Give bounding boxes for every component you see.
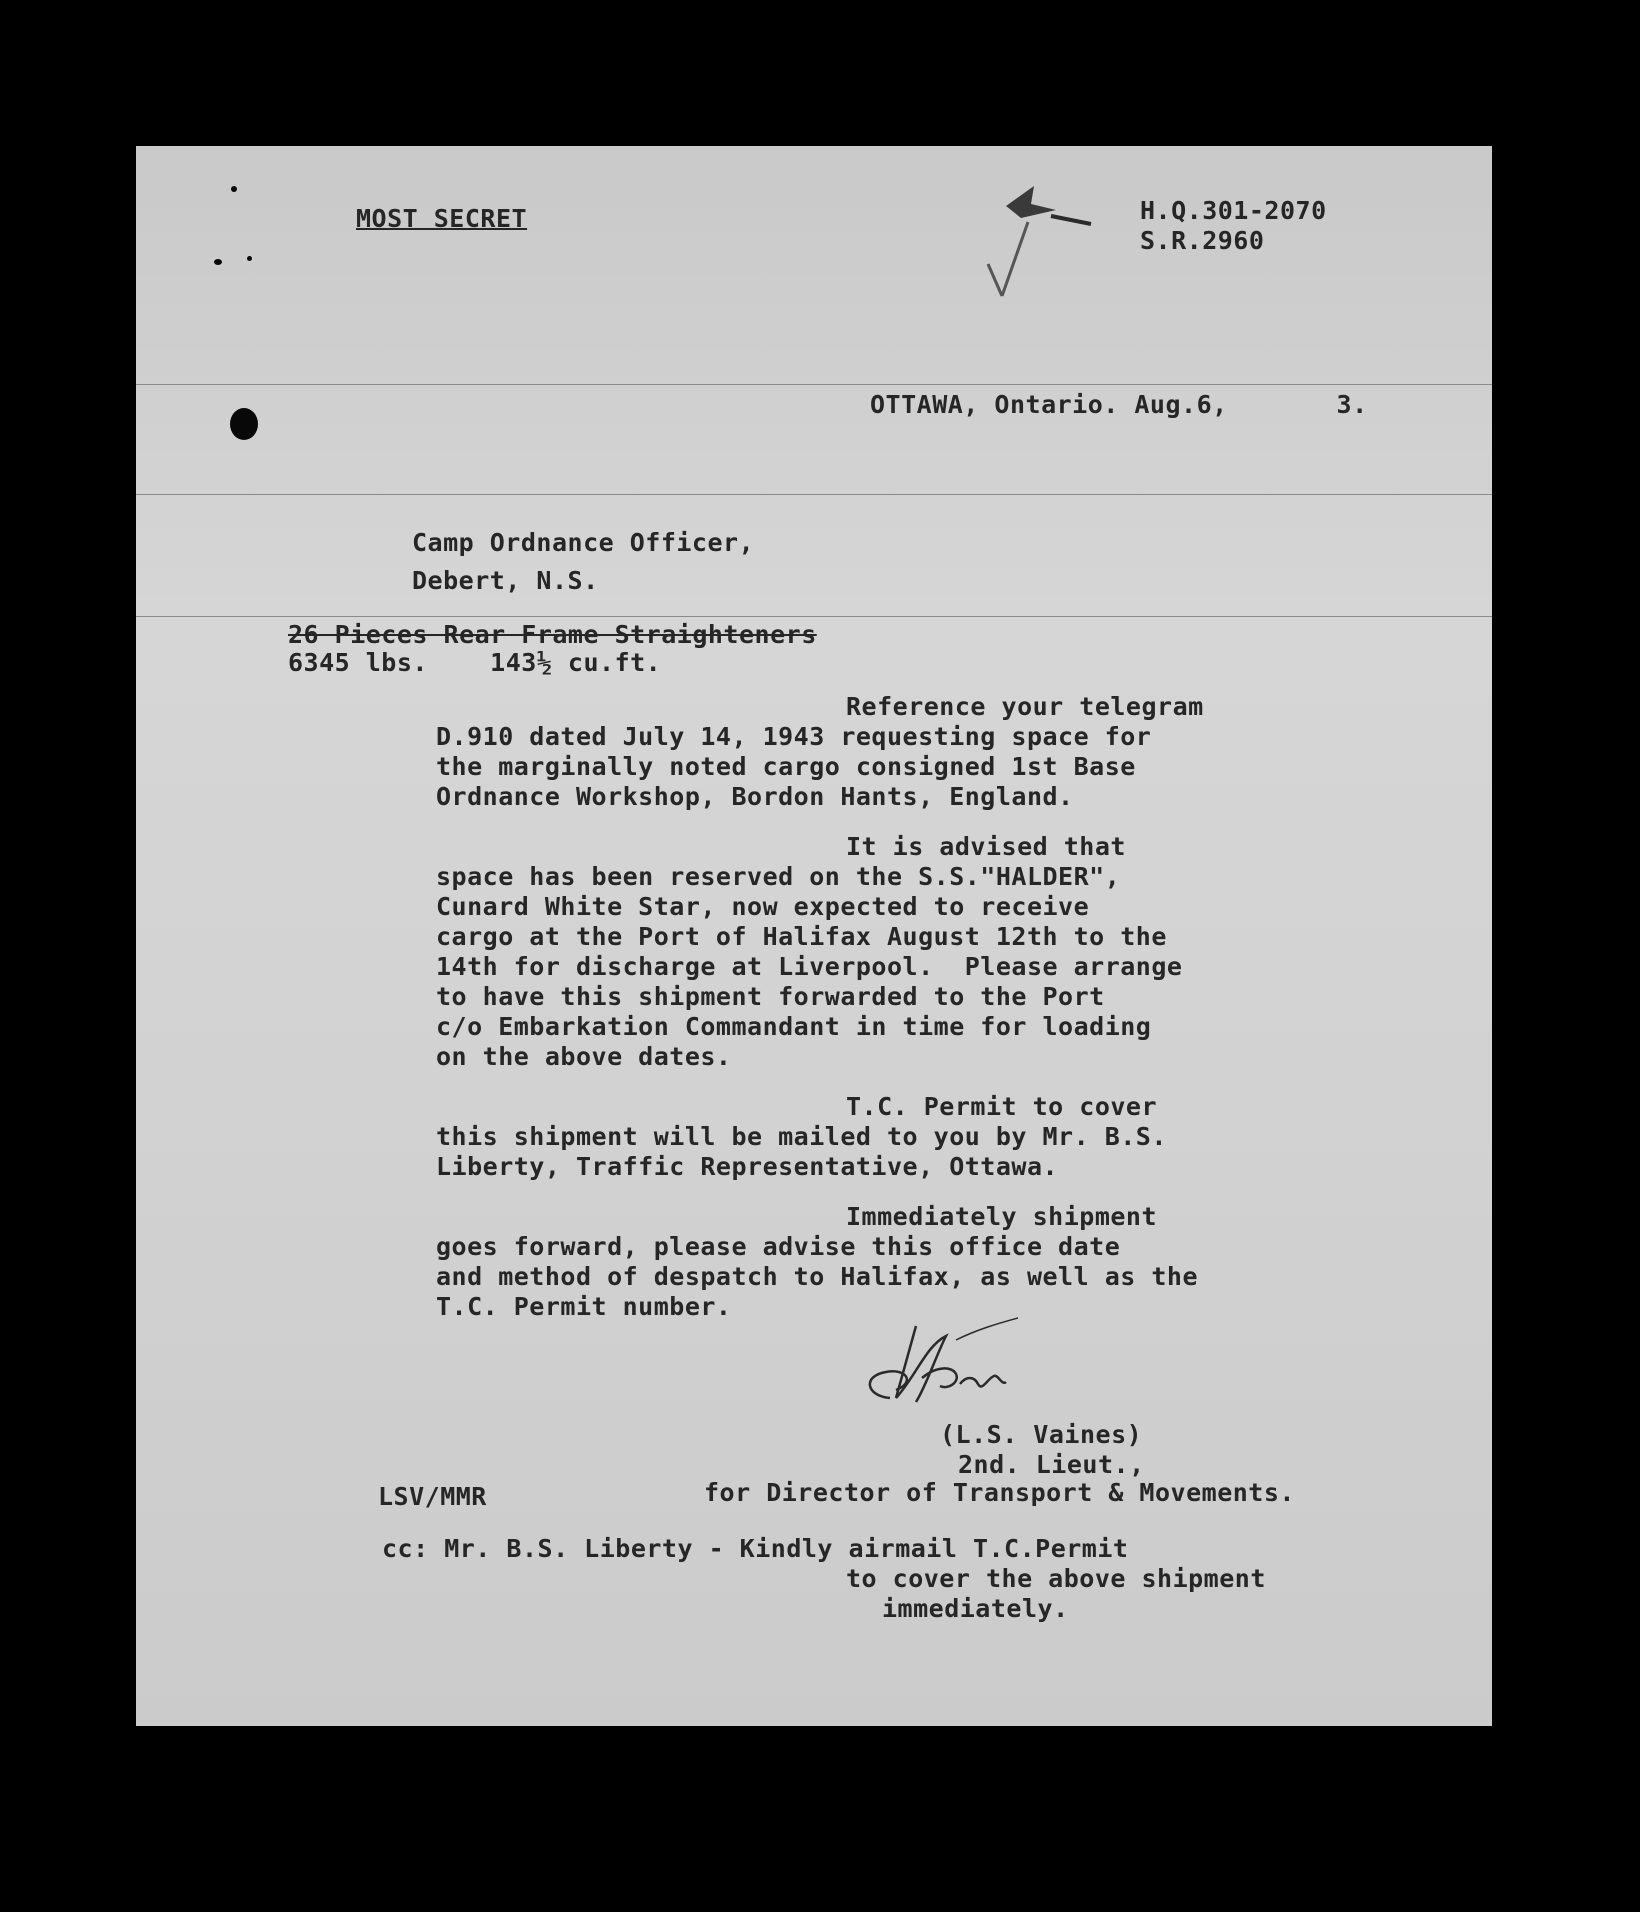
paragraph-4-line: Immediately shipment [846,1202,1158,1231]
paragraph-1-line: Ordnance Workshop, Bordon Hants, England. [436,782,1074,811]
ink-speck [247,256,252,261]
cc-line-2: to cover the above shipment [846,1564,1266,1593]
paragraph-4-line: T.C. Permit number. [436,1292,732,1321]
paragraph-4-line: goes forward, please advise this office date [436,1232,1121,1261]
file-reference-secondary: S.R.2960 [1140,226,1265,255]
paragraph-2-line: space has been reserved on the S.S."HALDER", [436,862,1121,891]
fold-line [136,616,1492,617]
paragraph-3-line: T.C. Permit to cover [846,1092,1158,1121]
handwritten-signature [856,1306,1056,1416]
paragraph-2-line: c/o Embarkation Commandant in time for loading [436,1012,1152,1041]
addressee-line-1: Camp Ordnance Officer, [412,528,755,557]
fold-line [136,384,1492,385]
fold-line [136,494,1492,495]
cargo-note-line-2: 6345 lbs. 143½ cu.ft. [288,648,662,677]
cargo-note-line-1: 26 Pieces Rear Frame Straighteners [288,620,817,649]
pencil-check-mark [856,166,1156,306]
addressee-line-2: Debert, N.S. [412,566,599,595]
classification-marking: MOST SECRET [356,204,528,233]
paragraph-1-line: D.910 dated July 14, 1943 requesting space for [436,722,1152,751]
paragraph-1-line: Reference your telegram [846,692,1204,721]
signatory-name: (L.S. Vaines) [940,1420,1143,1449]
paragraph-2-line: on the above dates. [436,1042,732,1071]
paragraph-3-line: Liberty, Traffic Representative, Ottawa. [436,1152,1059,1181]
on-behalf-line: for Director of Transport & Movements. [704,1478,1295,1507]
document-page [136,146,1492,1726]
cc-line-1: cc: Mr. B.S. Liberty - Kindly airmail T.C.Permit [382,1534,1129,1563]
paragraph-2-line: Cunard White Star, now expected to receive [436,892,1090,921]
paragraph-2-line: 14th for discharge at Liverpool. Please arrange [436,952,1183,981]
paragraph-2-line: cargo at the Port of Halifax August 12th to the [436,922,1167,951]
cc-line-3: immediately. [882,1594,1069,1623]
paragraph-3-line: this shipment will be mailed to you by Mr. B.S. [436,1122,1167,1151]
place-and-date: OTTAWA, Ontario. Aug.6, 3. [870,390,1368,419]
ink-speck [231,186,237,192]
paragraph-2-line: to have this shipment forwarded to the Port [436,982,1105,1011]
paragraph-4-line: and method of despatch to Halifax, as well as the [436,1262,1199,1291]
punch-hole-mark [230,408,258,440]
paragraph-1-line: the marginally noted cargo consigned 1st Base [436,752,1136,781]
paragraph-2-line: It is advised that [846,832,1126,861]
ink-speck [214,259,222,265]
signatory-rank: 2nd. Lieut., [958,1450,1145,1479]
typist-initials: LSV/MMR [378,1482,487,1511]
file-reference-primary: H.Q.301-2070 [1140,196,1327,225]
